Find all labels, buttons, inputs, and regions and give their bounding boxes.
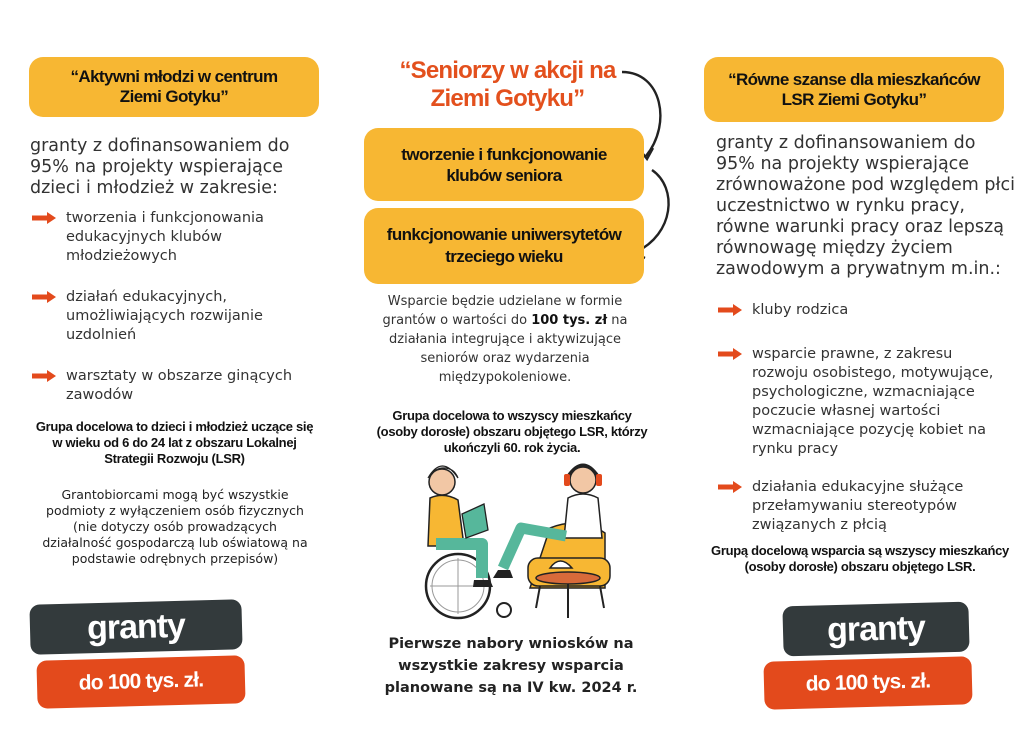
left-title: “Aktywni młodzi w centrum Ziemi Gotyku” xyxy=(70,67,278,106)
right-grants-badge: granty xyxy=(782,602,969,657)
arrow-right-icon xyxy=(718,304,742,316)
list-item: tworzenia i funkcjonowania edukacyjnych klubów młodzieżowych xyxy=(32,209,294,266)
arrow-right-icon xyxy=(718,481,742,493)
right-lead: granty z dofinansowaniem do 95% na projekty wspierające zrównoważone pod względem płci uczestnictwo w rynku pracy, równe warunki pracy oraz lepszą równowagę między życiem zawodowym a prywatnym m.in.: xyxy=(716,133,1015,279)
arrow-right-icon xyxy=(32,370,56,382)
center-box-universities: funkcjonowanie uniwersytetów trzeciego wieku xyxy=(364,208,644,284)
center-call-schedule: Pierwsze nabory wniosków na wszystkie zakresy wsparcia planowane są na IV kw. 2024 r. xyxy=(384,636,638,696)
left-lead: granty z dofinansowaniem do 95% na projekty wspierające dzieci i młodzież w zakresie: xyxy=(30,136,290,198)
list-item: kluby rodzica xyxy=(718,301,1003,320)
list-item: działania edukacyjne służące przełamywaniu stereotypów związanych z płcią xyxy=(718,478,1003,535)
list-item: warsztaty w obszarze ginących zawodów xyxy=(32,367,294,405)
left-bullet-list xyxy=(32,209,294,405)
left-grantees: Grantobiorcami mogą być wszystkie podmioty z wyłączeniem osób fizycznych (nie dotyczy osób prowadzących działalność gospodarczą lub oświatową na podstawie odrębnych przepisów) xyxy=(42,487,308,566)
right-target-group: Grupą docelową wsparcia są wszyscy mieszkańcy (osoby dorosłe) obszaru objętego LSR. xyxy=(711,543,1009,574)
list-item: wsparcie prawne, z zakresu rozwoju osobistego, motywujące, psychologiczne, wzmacniające poczucie własnej wartości wzmacniające pozycję kobiet na rynku pracy xyxy=(718,345,1003,459)
right-amount-badge: do 100 tys. zł. xyxy=(763,656,972,709)
left-target-group: Grupa docelowa to dzieci i młodzież uczące się w wieku od 6 do 24 lat z obszaru Lokalnej Strategii Rozwoju (LSR) xyxy=(35,419,314,466)
left-grants-badge: granty xyxy=(29,599,242,655)
center-support-text: Wsparcie będzie udzielane w formie grantów o wartości do 100 tys. zł na działania integrujące i aktywizujące seniorów oraz wydarzenia międzypokoleniowe. xyxy=(382,294,628,385)
right-title-box xyxy=(704,57,1004,122)
left-title-box xyxy=(29,57,319,117)
arrow-right-icon xyxy=(32,291,56,303)
center-target-group: Grupa docelowa to wszyscy mieszkańcy (osoby dorosłe) obszaru objętego LSR, którzy ukończyli 60. rok życia. xyxy=(376,408,648,455)
arrow-right-icon xyxy=(718,348,742,360)
list-item: działań edukacyjnych, umożliwiających rozwijanie uzdolnień xyxy=(32,288,294,345)
center-box-clubs: tworzenie i funkcjonowanie klubów seniora xyxy=(364,128,644,201)
right-title: “Równe szanse dla mieszkańców LSR Ziemi Gotyku” xyxy=(728,69,980,109)
right-bullet-list xyxy=(718,301,1003,535)
center-title: “Seniorzy w akcji na Ziemi Gotyku” xyxy=(399,57,616,112)
arrow-right-icon xyxy=(32,212,56,224)
seniors-illustration xyxy=(400,458,630,628)
left-amount-badge: do 100 tys. zł. xyxy=(36,655,245,708)
